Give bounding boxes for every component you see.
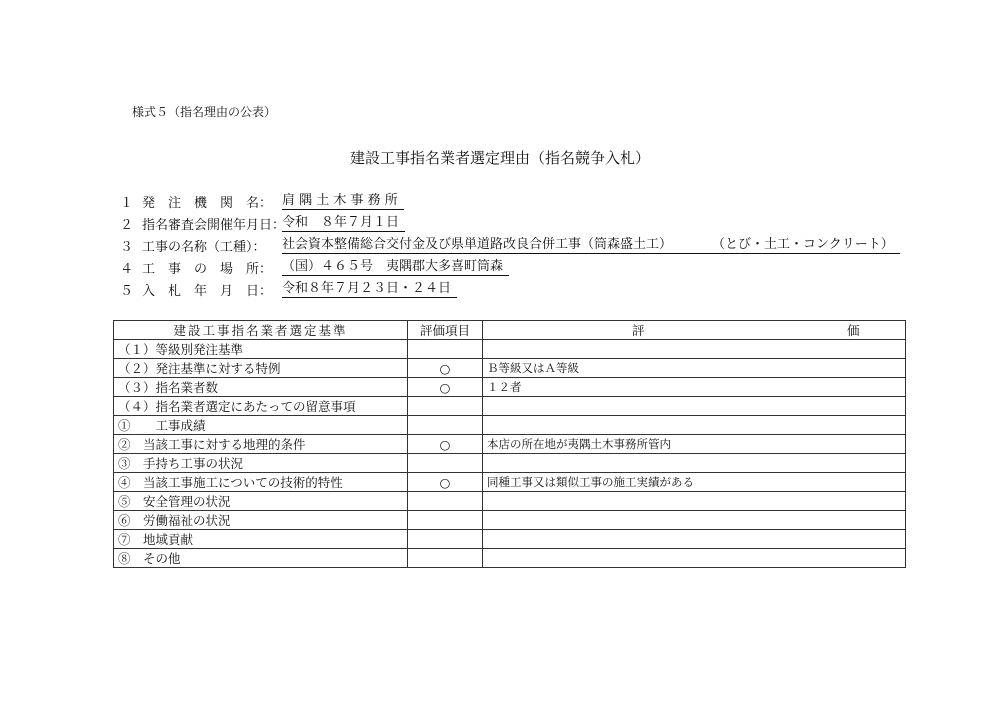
criterion-cell: ⑥ 労働福祉の状況 — [114, 511, 408, 530]
evaluation-cell: 同種工事又は類似工事の施工実績がある — [483, 473, 906, 492]
info-value: 令和８年７月２３日・２４日 — [282, 281, 457, 298]
evaluation-mark-cell — [408, 454, 483, 473]
evaluation-mark-cell: ○ — [408, 378, 483, 397]
criterion-cell: ⑦ 地域貢献 — [114, 530, 408, 549]
evaluation-mark-cell: ○ — [408, 435, 483, 454]
info-row-bid-date — [120, 278, 900, 300]
info-number: ５ — [120, 283, 134, 299]
table-row — [114, 378, 906, 397]
table-row — [114, 454, 906, 473]
evaluation-cell — [483, 492, 906, 511]
table-row — [114, 492, 906, 511]
evaluation-cell: 本店の所在地が夷隅土木事務所管内 — [483, 435, 906, 454]
evaluation-mark-cell — [408, 549, 483, 568]
info-number: ３ — [120, 239, 134, 255]
info-number: １ — [120, 195, 134, 211]
header-criteria: 建設工事指名業者選定基準 — [114, 321, 408, 340]
evaluation-cell — [483, 549, 906, 568]
header-evaluation — [483, 321, 906, 340]
info-label: 指名審査会開催年月日： — [142, 217, 286, 233]
criterion-cell: ③ 手持ち工事の状況 — [114, 454, 408, 473]
info-label: 入 札 年 月 日： — [142, 283, 273, 299]
table-row — [114, 416, 906, 435]
evaluation-mark-cell — [408, 530, 483, 549]
criterion-cell: ① 工事成績 — [114, 416, 408, 435]
criterion-cell: ⑧ その他 — [114, 549, 408, 568]
criterion-cell: （４）指名業者選定にあたっての留意事項 — [114, 397, 408, 416]
info-section — [120, 190, 900, 300]
table-row — [114, 530, 906, 549]
evaluation-cell — [483, 340, 906, 359]
table-row — [114, 340, 906, 359]
evaluation-mark-cell — [408, 416, 483, 435]
criteria-table — [113, 320, 906, 568]
table-row — [114, 473, 906, 492]
evaluation-cell — [483, 511, 906, 530]
info-number: ２ — [120, 217, 134, 233]
evaluation-mark-cell — [408, 397, 483, 416]
evaluation-mark-cell — [408, 340, 483, 359]
form-identifier: 様式５（指名理由の公表） — [132, 105, 277, 119]
info-value — [282, 237, 900, 254]
evaluation-cell: Ｂ等級又はＡ等級 — [483, 359, 906, 378]
table-row — [114, 435, 906, 454]
evaluation-cell: １２者 — [483, 378, 906, 397]
info-row-agency — [120, 190, 900, 212]
evaluation-cell — [483, 530, 906, 549]
info-row-review-date — [120, 212, 900, 234]
criterion-cell: （３）指名業者数 — [114, 378, 408, 397]
info-value: 肩 隅 土 木 事 務 所 — [282, 193, 404, 210]
evaluation-mark-cell: ○ — [408, 473, 483, 492]
criterion-cell: ④ 当該工事施工についての技術的特性 — [114, 473, 408, 492]
info-value: （国）４６５号 夷隅郡大多喜町筒森 — [282, 259, 509, 276]
evaluation-cell — [483, 397, 906, 416]
work-name-text: 社会資本整備総合交付金及び県単道路改良合併工事（筒森盛土工） — [282, 236, 673, 252]
evaluation-mark-cell — [408, 492, 483, 511]
info-value: 令和 ８年７月１日 — [282, 215, 405, 232]
header-evaluation-1: 評 — [632, 323, 645, 338]
info-label: 工 事 の 場 所： — [142, 261, 273, 277]
info-label: 発 注 機 関 名： — [142, 195, 273, 211]
table-row — [114, 549, 906, 568]
table-row — [114, 359, 906, 378]
table-header-row — [114, 321, 906, 340]
criterion-cell: ⑤ 安全管理の状況 — [114, 492, 408, 511]
criterion-cell: ② 当該工事に対する地理的条件 — [114, 435, 408, 454]
header-evaluation-item: 評価項目 — [408, 321, 483, 340]
info-row-work-name — [120, 234, 900, 256]
table-row — [114, 511, 906, 530]
info-number: ４ — [120, 261, 134, 277]
info-row-location — [120, 256, 900, 278]
document-title: 建設工事指名業者選定理由（指名競争入札） — [349, 149, 650, 167]
table-row — [114, 397, 906, 416]
criterion-cell: （２）発注基準に対する特例 — [114, 359, 408, 378]
criterion-cell: （１）等級別発注基準 — [114, 340, 408, 359]
info-label: 工事の名称（工種）： — [142, 239, 266, 255]
evaluation-cell — [483, 454, 906, 473]
evaluation-mark-cell — [408, 511, 483, 530]
evaluation-cell — [483, 416, 906, 435]
work-type-text: （とび・土工・コンクリート） — [712, 236, 894, 252]
header-evaluation-2: 価 — [847, 323, 860, 338]
evaluation-mark-cell: ○ — [408, 359, 483, 378]
